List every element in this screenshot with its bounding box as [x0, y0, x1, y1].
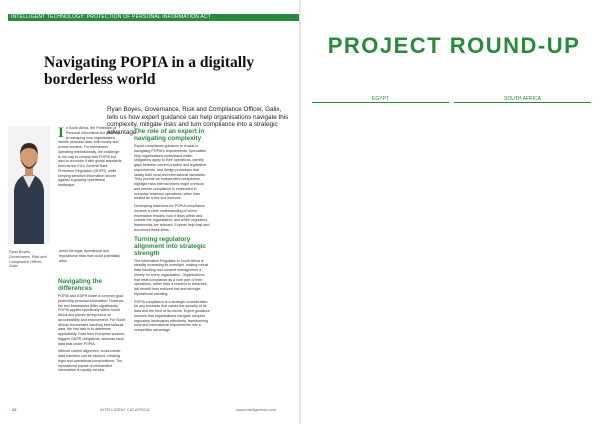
- turning-paragraph-2: POPIA compliance is a strategic consideration for any business that values the security of its data and the trust of its clients. Expert guidance ensures that organisations navigate complex regulatory landscapes effectively, transforming local and international requirements into a competitive advantage.: [134, 299, 210, 332]
- roundup-title: PROJECT ROUND-UP: [327, 33, 581, 58]
- intro-continued: avoid the legal, operational and reputational risks that could potentially arise.: [59, 249, 120, 263]
- footer-left: [12, 406, 16, 414]
- role-paragraph: Expert compliance guidance is crucial in navigating POPIA's requirements. Specialists help organisations understand which obligations apply to their operations, identify gaps between current practice and legislative requirements, and design processes that satisfy both local and international standards. They provide an independent perspective, highlight risks internal teams might overlook and ensure compliance is embedded in everyday business operations rather than treated as a tick-box exercise.: [134, 144, 206, 201]
- differences-paragraph-2: Without careful alignment, cross-border data transfers can be blocked, creating legal and operational complications. The reputational impact of mishandled information is equally serious.: [58, 349, 123, 373]
- left-page: [0, 0, 299, 424]
- subhead-role: The role of an expert in navigating complexity: [134, 128, 205, 142]
- article-headline: Navigating POPIA in a digitally borderless world: [44, 54, 255, 88]
- footer-url-text: www.intelligentcio.com: [236, 407, 277, 412]
- body-column-2: [134, 126, 210, 406]
- section-header-strip: INTELLIGENT TECHNOLOGY: PROTECTION OF PERSONAL INFORMATION ACT: [8, 14, 299, 21]
- right-page: [301, 0, 600, 424]
- role-paragraph-2: Developing readiness for POPIA compliance involves a clear understanding of where information resides, how it flows within and outside the organisation, and which regulatory frameworks are relevant. Experts help map and document these flows.: [134, 204, 210, 232]
- differences-paragraph: POPIA and GDPR share a common goal: protecting personal information. However, the two frameworks differ significantly. POPIA applies specifically within South Africa and places strong focus on accountability and enforcement. For South African businesses handling international data, the first task is to determine applicability. Data from European sources triggers GDPR obligations, whereas local data falls under POPIA.: [58, 294, 126, 346]
- footer-url: [236, 406, 276, 414]
- subhead-differences: Navigating the differences: [58, 278, 103, 292]
- body-column-1-lower: [58, 276, 126, 406]
- photo-caption: Ryan Boyes, Governance, Risk and Compliance Officer, Galix: [9, 250, 47, 269]
- author-portrait: [8, 126, 50, 244]
- article-standfirst: Ryan Boyes, Governance, Risk and Compliance Officer, Galix, tells us how expert guidance can help organisations navigate this complexity, mitigate risks and turn compliance into a strategic advantage.: [107, 106, 289, 136]
- footer-brand: [100, 406, 150, 414]
- tab-egypt: EGYPT: [312, 96, 449, 103]
- intro-paragraph: n South Africa, the Protection of Personal Information Act (POPIA) is reshaping how organisations handle personal data, both locally and across borders. For businesses operating internationally, the challenge is not only to comply with POPIA but also to reconcile it with global standards such as the EU's General Data Protection Regulation (GDPR), while keeping sensitive information secure against a growing cyberthreat landscape.: [58, 126, 122, 187]
- tab-south-africa: SOUTH AFRICA: [454, 96, 591, 103]
- subhead-turning: Turning regulatory alignment into strategic strength: [134, 235, 207, 257]
- body-column-1: [58, 126, 122, 246]
- footer-brand-text: INTELLIGENT CIO AFRICA: [100, 407, 150, 412]
- page-number: 22: [12, 407, 17, 412]
- drop-cap: I: [58, 126, 64, 141]
- body-column-1-continued: [59, 249, 126, 271]
- turning-paragraph: The Information Regulator in South Africa is steadily increasing its oversight, making robust data handling and consent management a priority for every organisation. Organisations that treat compliance as a core part of their operations, rather than a reaction to breaches, will benefit from reduced risk and stronger reputational standing.: [134, 258, 209, 296]
